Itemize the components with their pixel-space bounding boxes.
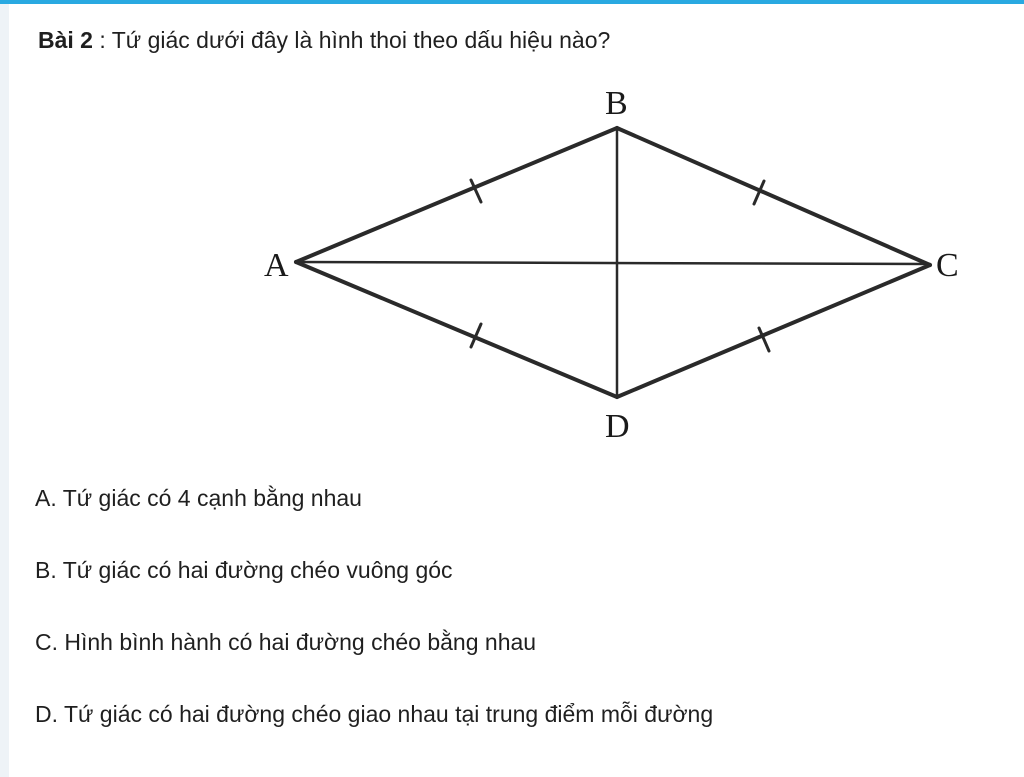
- top-accent-bar: [0, 0, 1024, 4]
- left-margin-strip: [0, 4, 9, 777]
- option-b[interactable]: B. Tứ giác có hai đường chéo vuông góc: [35, 557, 453, 583]
- option-d[interactable]: D. Tứ giác có hai đường chéo giao nhau tại trung điểm mỗi đường: [35, 701, 714, 727]
- question-separator: :: [92, 27, 112, 53]
- side-bc: [617, 128, 930, 265]
- question-prompt: [38, 24, 610, 56]
- diagonal-ac: [296, 262, 930, 264]
- vertex-label-a: A: [264, 247, 289, 284]
- rhombus-diagram: [250, 70, 990, 460]
- side-da: [296, 262, 617, 397]
- vertex-label-b: B: [605, 85, 628, 122]
- vertex-label-c: C: [936, 247, 959, 284]
- option-c[interactable]: C. Hình bình hành có hai đường chéo bằng nhau: [35, 629, 537, 655]
- rhombus-figure: [250, 70, 990, 460]
- answer-options: [35, 482, 713, 770]
- side-ab: [296, 128, 617, 262]
- vertex-label-d: D: [605, 408, 630, 445]
- question-text: Tứ giác dưới đây là hình thoi theo dấu hiệu nào?: [111, 27, 611, 53]
- question-number: Bài 2: [38, 27, 93, 53]
- side-cd: [617, 265, 930, 397]
- option-a[interactable]: A. Tứ giác có 4 cạnh bằng nhau: [35, 485, 362, 511]
